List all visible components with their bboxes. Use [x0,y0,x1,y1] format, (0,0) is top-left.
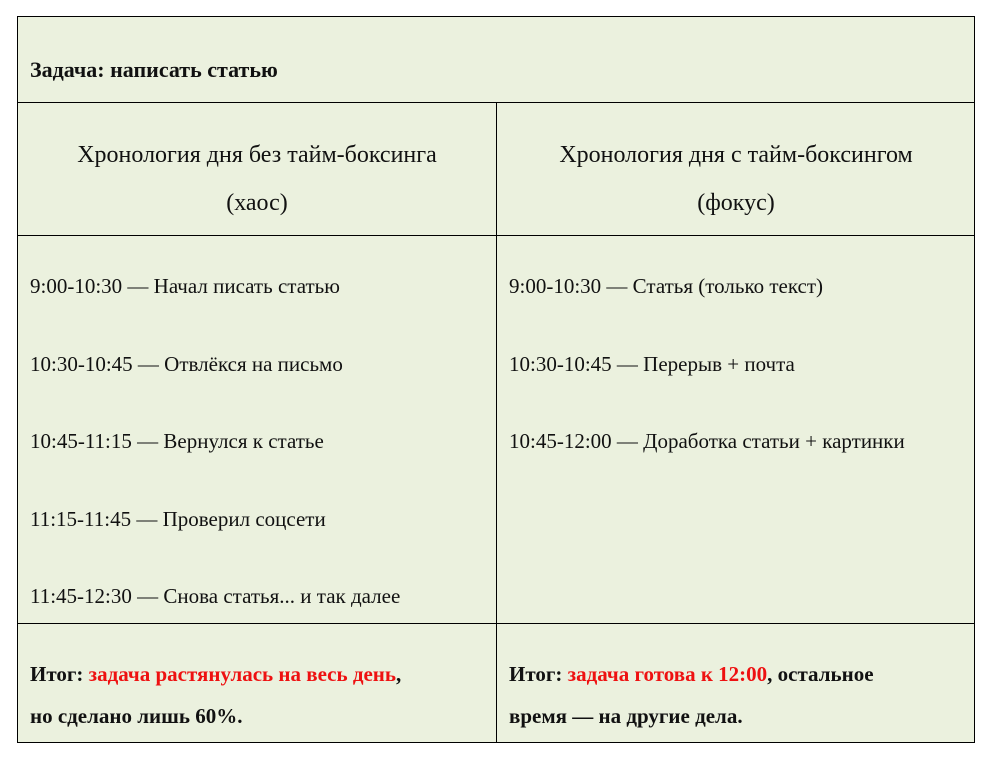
timeline-entry: 11:15-11:45 — Проверил соцсети [30,506,326,531]
timeline-entry: 9:00-10:30 — Начал писать статью [30,274,340,298]
summary-highlight: задача растянулась на весь день [88,662,396,686]
column-heading-subtitle: (фокус) [697,190,775,216]
summary-highlight: задача готова к 12:00 [567,662,768,686]
column-heading-title: Хронология дня с тайм-боксингом [559,142,913,168]
column-heading-title: Хронология дня без тайм-боксинга [77,142,437,168]
summary-text: , [396,662,402,686]
column-heading-subtitle: (хаос) [226,190,288,216]
summary-label: Итог: [30,662,89,686]
timeline-entry: 11:45-12:30 — Снова статья... и так далее [30,584,401,608]
timeline-entry: 10:30-10:45 — Отвлёкся на письмо [30,351,343,376]
timeline-entry: 9:00-10:30 — Статья (только текст) [509,274,823,298]
timeline-chaos [30,276,400,664]
task-title: Задача: написать статью [30,57,278,82]
summary-chaos [30,653,401,737]
summary-text-line2: время — на другие дела. [509,704,743,728]
timeline-focus [509,276,905,509]
column-heading-chaos [18,131,496,227]
timeline-entry: 10:45-12:00 — Доработка статьи + картинки [509,429,905,453]
comparison-table [17,16,975,743]
timeline-entry: 10:30-10:45 — Перерыв + почта [509,351,795,376]
summary-text: , остальное [767,662,874,686]
summary-text-line2: но сделано лишь 60%. [30,704,243,728]
timeline-entry: 10:45-11:15 — Вернулся к статье [30,429,324,453]
summary-focus [509,653,874,737]
column-heading-focus [497,131,975,227]
summary-label: Итог: [509,662,568,686]
